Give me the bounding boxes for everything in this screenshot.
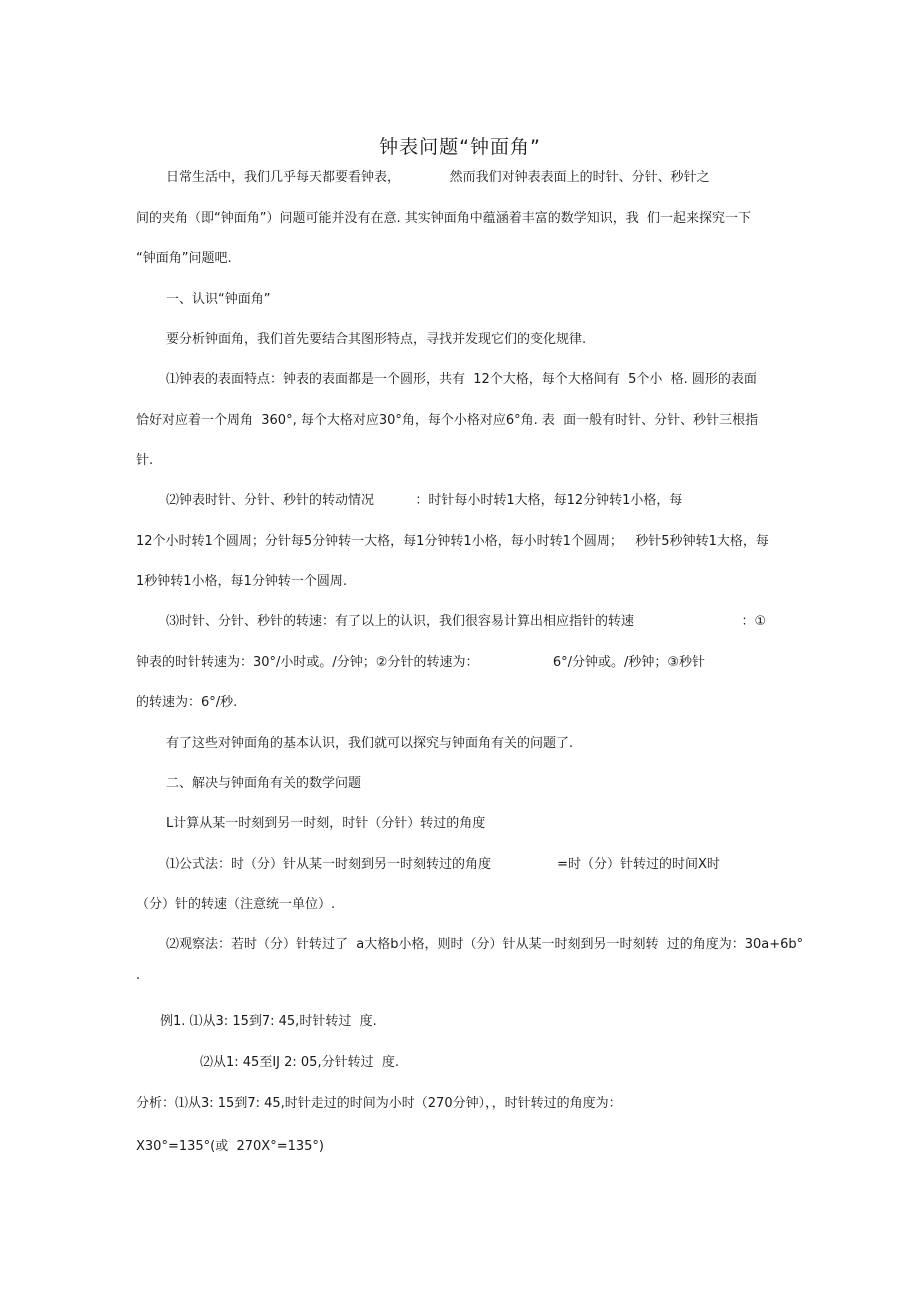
paragraph-line: ⑶时针、分针、秒针的转速：有了以上的认识，我们很容易计算出相应指针的转速 ：① <box>166 614 767 629</box>
paragraph-line: 钟表的时针转速为：30°/小时或。/分钟；②分针的转速为： 6°/分钟或。/秒钟；③秒针 <box>136 655 706 670</box>
document-title: 钟表问题“钟面角” <box>379 135 541 158</box>
paragraph-line: ⑵观察法：若时（分）针转过了 a大格b小格，则时（分）针从某一时刻到另一时刻转 过的角度为：30a+6b° <box>166 937 804 952</box>
paragraph-line: 恰好对应着一个周角 360°, 每个大格对应30°角，每个小格对应6°角. 表 面一般有时针、分针、秒针三根指 <box>136 413 759 428</box>
example-line: 例1. ⑴从3: 15到7: 45,时针转过 度. <box>160 1014 377 1029</box>
paragraph-line: 有了这些对钟面角的基本认识，我们就可以探究与钟面角有关的问题了. <box>166 736 574 751</box>
example-line: ⑵从1: 45至IJ 2: 05,分针转过 度. <box>200 1055 399 1070</box>
paragraph-line: 针. <box>136 453 154 468</box>
section-heading: 一、认识“钟面角” <box>166 292 271 307</box>
paragraph-line: “钟面角”问题吧. <box>136 251 232 266</box>
paragraph-line: （分）针的转速（注意统一单位）. <box>136 897 336 912</box>
paragraph-line: 12个小时转1个圆周；分针每5分钟转一大格，每1分钟转1小格，每小时转1个圆周； 秒针5秒钟转1大格，每 <box>136 534 769 549</box>
paragraph-line: X30°=135°(或 270X°=135°) <box>136 1139 324 1154</box>
paragraph-line: 1秒钟转1小格，每1分钟转一个圆周. <box>136 574 347 589</box>
paragraph-line: L计算从某一时刻到另一时刻，时针（分针）转过的角度 <box>166 816 486 831</box>
paragraph-line: ⑵钟表时针、分针、秒针的转动情况 ：时针每小时转1大格，每12分钟转1小格，每 <box>166 493 683 508</box>
section-heading: 二、解决与钟面角有关的数学问题 <box>166 776 362 791</box>
paragraph-line: 要分析钟面角，我们首先要结合其图形特点，寻找并发现它们的变化规律. <box>166 332 587 347</box>
paragraph-line: . <box>136 968 141 983</box>
paragraph-line: ⑴公式法：时（分）针从某一时刻到另一时刻转过的角度 =时（分）针转过的时间X时 <box>166 857 720 872</box>
paragraph-line: 间的夹角（即“钟面角”）问题可能并没有在意. 其实钟面角中蕴涵着丰富的数学知识，我 们一起来探究一下 <box>136 211 751 226</box>
paragraph-line: 的转速为：6°/秒. <box>136 695 238 710</box>
paragraph-line: 日常生活中，我们几乎每天都要看钟表， 然而我们对钟表表面上的时针、分针、秒针之 <box>166 170 710 185</box>
paragraph-line: 分析：⑴从3: 15到7: 45,时针走过的时间为小时（270分钟），，时针转过的角度为： <box>136 1096 622 1111</box>
paragraph-line: ⑴钟表的表面特点：钟表的表面都是一个圆形，共有 12个大格，每个大格间有 5个小 格. 圆形的表面 <box>166 372 757 387</box>
